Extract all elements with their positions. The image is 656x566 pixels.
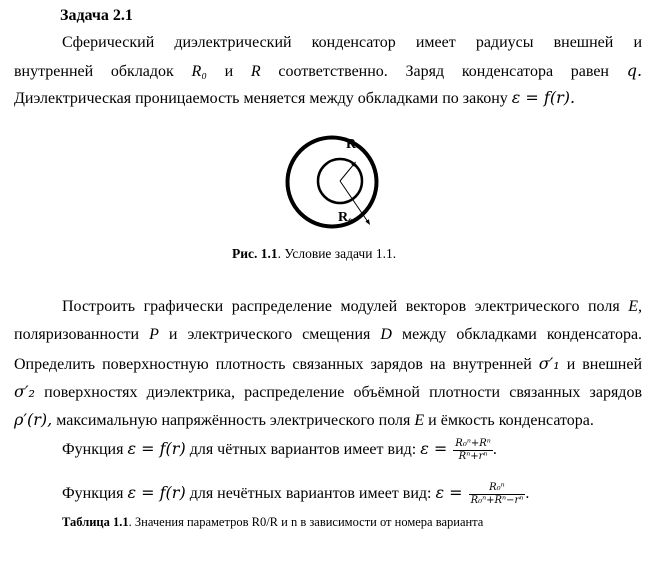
problem-text: и ёмкость конденсатора.: [428, 412, 594, 429]
symbol-r0: R₀: [191, 63, 207, 80]
formula-function: ε = f(r): [127, 483, 186, 503]
symbol-e: E: [414, 412, 425, 429]
intro-line-2: [14, 61, 642, 81]
formula-function: ε = f(r): [127, 439, 186, 459]
formula-text: для чётных вариантов имеет вид:: [189, 441, 417, 459]
problem-text: и электрического смещения: [168, 326, 371, 343]
problem-text: поверхностях диэлектрика, распределение объёмной плотности связанных зарядов: [44, 384, 642, 401]
problem-text: и внешней: [566, 356, 643, 373]
problem-line-3: [14, 354, 642, 374]
figure-caption-text: . Условие задачи 1.1.: [277, 246, 397, 261]
problem-text: поляризованности: [14, 326, 140, 343]
permittivity-law: ε = f(r).: [511, 88, 576, 107]
formula-text: Функция: [62, 485, 124, 503]
problem-line-1: [62, 298, 642, 316]
intro-line-3: [14, 88, 642, 108]
symbol-q: q.: [626, 61, 643, 80]
symbol-sigma1: σ′₁: [538, 354, 560, 373]
intro-text: Диэлектрическая проницаемость меняется между обкладками по закону: [14, 90, 508, 107]
problem-text: между обкладками конденсатора.: [401, 326, 643, 343]
formula-end: .: [525, 485, 530, 503]
problem-line-4: [14, 382, 642, 402]
symbol-sigma2: σ′₂: [14, 382, 35, 401]
intro-text: соответственно. Заряд конденсатора равен: [278, 63, 609, 80]
formula-eps: ε =: [435, 483, 463, 503]
formula-even-fraction: [453, 438, 493, 463]
label-inner-radius: R₀: [338, 210, 353, 225]
fraction-denominator: R₀ⁿ+Rⁿ−rⁿ: [470, 495, 524, 506]
table-caption-text: . Значения параметров R0/R и n в зависимости от номера варианта: [128, 515, 484, 529]
symbol-p: P: [149, 326, 159, 343]
table-caption-label: Таблица 1.1: [62, 515, 129, 529]
task-title: Задача 2.1: [60, 7, 133, 24]
problem-text: максимальную напряжённость электрического поля: [56, 412, 411, 429]
intro-text: внутренней обкладок: [14, 63, 174, 80]
problem-line-5: [14, 410, 642, 430]
figure-caption-label: Рис. 1.1: [232, 246, 278, 261]
formula-eps: ε =: [420, 439, 448, 459]
symbol-r: R: [250, 63, 261, 80]
fraction-numerator: R₀ⁿ+Rⁿ: [455, 438, 491, 449]
intro-line-1: [62, 34, 642, 52]
label-outer-radius: R: [346, 137, 357, 152]
figure-caption: [232, 246, 396, 262]
fraction-numerator: R₀ⁿ: [469, 482, 526, 495]
intro-text: и: [224, 63, 234, 80]
formula-even-line: [62, 438, 497, 463]
radius-arrow-inner: [340, 164, 354, 181]
symbol-rho: ρ′(r),: [14, 410, 53, 429]
formula-end: .: [492, 441, 497, 459]
problem-text: Построить графически распределение модулей векторов электрического поля: [62, 298, 620, 315]
table-caption: [62, 515, 483, 530]
formula-odd-fraction: [469, 482, 526, 507]
formula-text: для нечётных вариантов имеет вид:: [189, 485, 432, 503]
problem-text: Определить поверхностную плотность связанных зарядов на внутренней: [14, 356, 532, 373]
symbol-e: E,: [628, 298, 642, 315]
formula-odd-line: [62, 482, 529, 507]
formula-text: Функция: [62, 441, 124, 459]
symbol-d: D: [380, 326, 392, 343]
problem-line-2: [14, 326, 642, 344]
fraction-denominator: Rⁿ+rⁿ: [458, 451, 488, 462]
intro-text: Сферический диэлектрический конденсатор имеет радиусы внешней и: [62, 34, 642, 51]
capacitor-figure: [282, 120, 382, 242]
